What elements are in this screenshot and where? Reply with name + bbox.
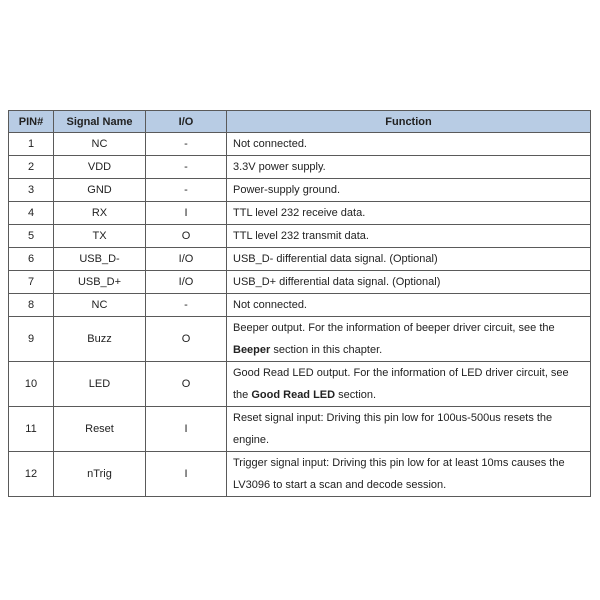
function-cell [227, 225, 591, 248]
table-row [9, 362, 591, 407]
function-cell [227, 202, 591, 225]
function-cell [227, 362, 591, 407]
signal-name-cell: TX [54, 225, 146, 248]
io-cell: - [146, 179, 227, 202]
function-text: Not connected. [233, 138, 307, 150]
header-function: Function [227, 111, 591, 133]
table-row [9, 294, 591, 317]
table-row [9, 156, 591, 179]
table-row [9, 225, 591, 248]
header-pin: PIN# [9, 111, 54, 133]
pin-cell: 5 [9, 225, 54, 248]
signal-name-cell: Reset [54, 407, 146, 452]
io-cell: O [146, 362, 227, 407]
function-cell [227, 179, 591, 202]
table-row [9, 407, 591, 452]
signal-name-cell: GND [54, 179, 146, 202]
table-row [9, 248, 591, 271]
function-text: Good Read LED output. For the information of LED driver circuit, see the [233, 367, 569, 401]
function-text: TTL level 232 receive data. [233, 207, 366, 219]
signal-name-cell: nTrig [54, 452, 146, 497]
pin-cell: 8 [9, 294, 54, 317]
table-row [9, 133, 591, 156]
io-cell: - [146, 294, 227, 317]
function-text: TTL level 232 transmit data. [233, 230, 369, 242]
section-reference: Beeper [233, 344, 271, 356]
function-cell [227, 156, 591, 179]
function-text: Not connected. [233, 299, 307, 311]
pin-cell: 2 [9, 156, 54, 179]
signal-name-cell: NC [54, 294, 146, 317]
table-row [9, 452, 591, 497]
function-text: USB_D+ differential data signal. (Optional) [233, 276, 441, 288]
pin-cell: 9 [9, 317, 54, 362]
table-header-row [9, 111, 591, 133]
header-signal-name: Signal Name [54, 111, 146, 133]
io-cell: I [146, 452, 227, 497]
io-cell: - [146, 133, 227, 156]
table-row [9, 202, 591, 225]
io-cell: - [146, 156, 227, 179]
function-text: Reset signal input: Driving this pin low for 100us-500us resets the engine. [233, 412, 553, 446]
signal-name-cell: VDD [54, 156, 146, 179]
pin-cell: 7 [9, 271, 54, 294]
pin-cell: 11 [9, 407, 54, 452]
function-text: 3.3V power supply. [233, 161, 326, 173]
pin-cell: 12 [9, 452, 54, 497]
pin-cell: 1 [9, 133, 54, 156]
function-cell [227, 317, 591, 362]
function-cell [227, 407, 591, 452]
function-text: section in this chapter. [270, 344, 383, 356]
table-row [9, 271, 591, 294]
io-cell: O [146, 317, 227, 362]
section-reference: Good Read LED [251, 389, 336, 401]
function-cell [227, 452, 591, 497]
table-row [9, 179, 591, 202]
pin-cell: 3 [9, 179, 54, 202]
signal-name-cell: USB_D+ [54, 271, 146, 294]
function-cell [227, 294, 591, 317]
function-cell [227, 271, 591, 294]
io-cell: I [146, 202, 227, 225]
signal-name-cell: NC [54, 133, 146, 156]
io-cell: O [146, 225, 227, 248]
function-text: section. [335, 389, 377, 401]
pin-table [8, 110, 591, 497]
table-row [9, 317, 591, 362]
pin-cell: 4 [9, 202, 54, 225]
pin-cell: 10 [9, 362, 54, 407]
pin-cell: 6 [9, 248, 54, 271]
io-cell: I/O [146, 248, 227, 271]
signal-name-cell: USB_D- [54, 248, 146, 271]
signal-name-cell: LED [54, 362, 146, 407]
function-text: Beeper output. For the information of beeper driver circuit, see the [233, 322, 555, 334]
function-text: USB_D- differential data signal. (Optional) [233, 253, 438, 265]
function-cell [227, 133, 591, 156]
function-text: Power-supply ground. [233, 184, 341, 196]
signal-name-cell: Buzz [54, 317, 146, 362]
function-text: Trigger signal input: Driving this pin low for at least 10ms causes the LV3096 to start a scan and decode session. [233, 457, 565, 491]
io-cell: I/O [146, 271, 227, 294]
function-cell [227, 248, 591, 271]
signal-name-cell: RX [54, 202, 146, 225]
header-io: I/O [146, 111, 227, 133]
io-cell: I [146, 407, 227, 452]
